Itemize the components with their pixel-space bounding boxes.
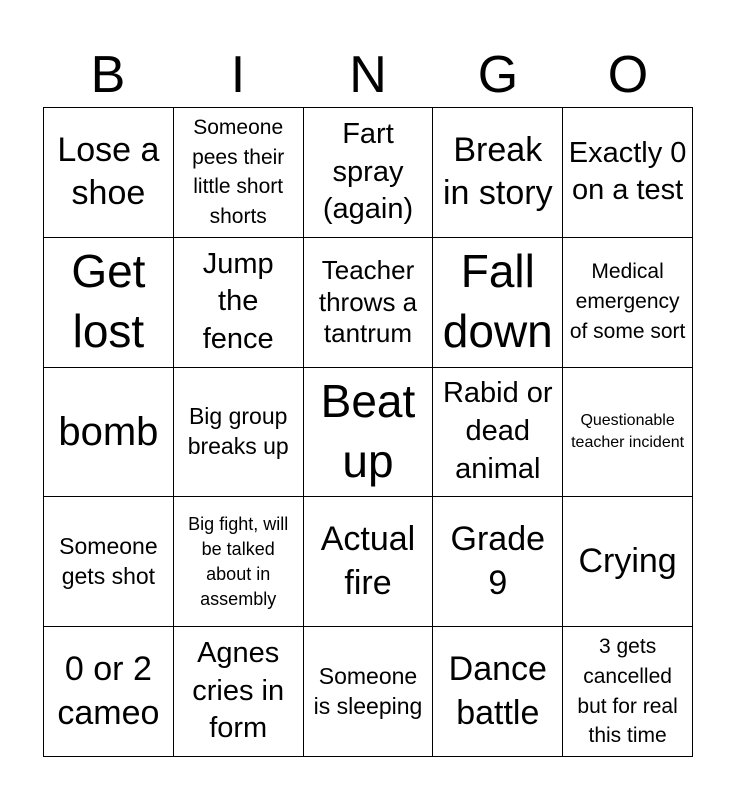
bingo-cell-r3c3[interactable] <box>304 368 434 498</box>
cell-text: Someone pees their little short shorts <box>192 115 285 229</box>
bingo-cell-r5c4[interactable] <box>433 627 563 757</box>
header-letter-g: G <box>477 46 519 104</box>
header-letter-b: B <box>90 46 126 104</box>
cell-text: Fall down <box>442 245 553 358</box>
bingo-cell-r3c5[interactable] <box>563 368 693 498</box>
bingo-cell-r1c3[interactable] <box>304 108 434 238</box>
bingo-cell-r2c5[interactable] <box>563 238 693 368</box>
bingo-cell-r5c5[interactable] <box>563 627 693 757</box>
cell-text: Exactly 0 on a test <box>568 136 687 207</box>
bingo-cell-r4c4[interactable] <box>433 497 563 627</box>
cell-text: Actual fire <box>320 520 416 602</box>
cell-text: 0 or 2 cameo <box>57 650 160 732</box>
bingo-cell-r4c5[interactable] <box>563 497 693 627</box>
cell-text: Rabid or dead animal <box>442 377 553 485</box>
bingo-cell-r5c2[interactable] <box>174 627 304 757</box>
cell-text: Lose a shoe <box>57 130 160 213</box>
bingo-cell-r5c1[interactable] <box>44 627 174 757</box>
bingo-cell-r1c1[interactable] <box>44 108 174 238</box>
cell-text: Medical emergency of some sort <box>569 260 686 344</box>
bingo-board <box>43 107 693 757</box>
cell-text: Teacher throws a tantrum <box>318 255 418 348</box>
bingo-cell-r3c1[interactable] <box>44 368 174 498</box>
bingo-cell-r4c2[interactable] <box>174 497 304 627</box>
cell-text: Someone is sleeping <box>313 662 423 719</box>
bingo-cell-r4c1[interactable] <box>44 497 174 627</box>
cell-text: Dance battle <box>448 650 547 732</box>
cell-text: Crying <box>578 542 677 581</box>
bingo-cell-r4c3[interactable] <box>304 497 434 627</box>
cell-text: Someone gets shot <box>59 532 158 589</box>
bingo-cell-r1c5[interactable] <box>563 108 693 238</box>
bingo-cell-r5c3[interactable] <box>304 627 434 757</box>
header-letter-i: I <box>230 46 246 104</box>
bingo-cell-r1c4[interactable] <box>433 108 563 238</box>
cell-text: Agnes cries in form <box>192 637 285 745</box>
cell-text: Grade 9 <box>450 520 546 602</box>
cell-text: Beat up <box>320 375 416 487</box>
cell-text: bomb <box>58 409 159 454</box>
cell-text: Big fight, will be talked about in assembly <box>188 514 289 609</box>
bingo-cell-r2c1[interactable] <box>44 238 174 368</box>
bingo-header <box>43 44 693 106</box>
header-letter-o: O <box>607 46 649 104</box>
bingo-cell-r3c4[interactable] <box>433 368 563 498</box>
cell-text: Fart spray (again) <box>322 117 414 226</box>
cell-text: Jump the fence <box>202 247 274 356</box>
cell-text: 3 gets cancelled but for real this time <box>577 634 678 748</box>
bingo-cell-r3c2[interactable] <box>174 368 304 498</box>
cell-text: Get lost <box>71 245 146 358</box>
cell-text: Break in story <box>442 130 553 213</box>
cell-text: Big group breaks up <box>187 403 289 459</box>
cell-text: Questionable teacher incident <box>571 411 685 451</box>
bingo-cell-r1c2[interactable] <box>174 108 304 238</box>
bingo-cell-r2c4[interactable] <box>433 238 563 368</box>
bingo-cell-r2c2[interactable] <box>174 238 304 368</box>
bingo-cell-r2c3[interactable] <box>304 238 434 368</box>
header-letter-n: N <box>349 46 387 104</box>
